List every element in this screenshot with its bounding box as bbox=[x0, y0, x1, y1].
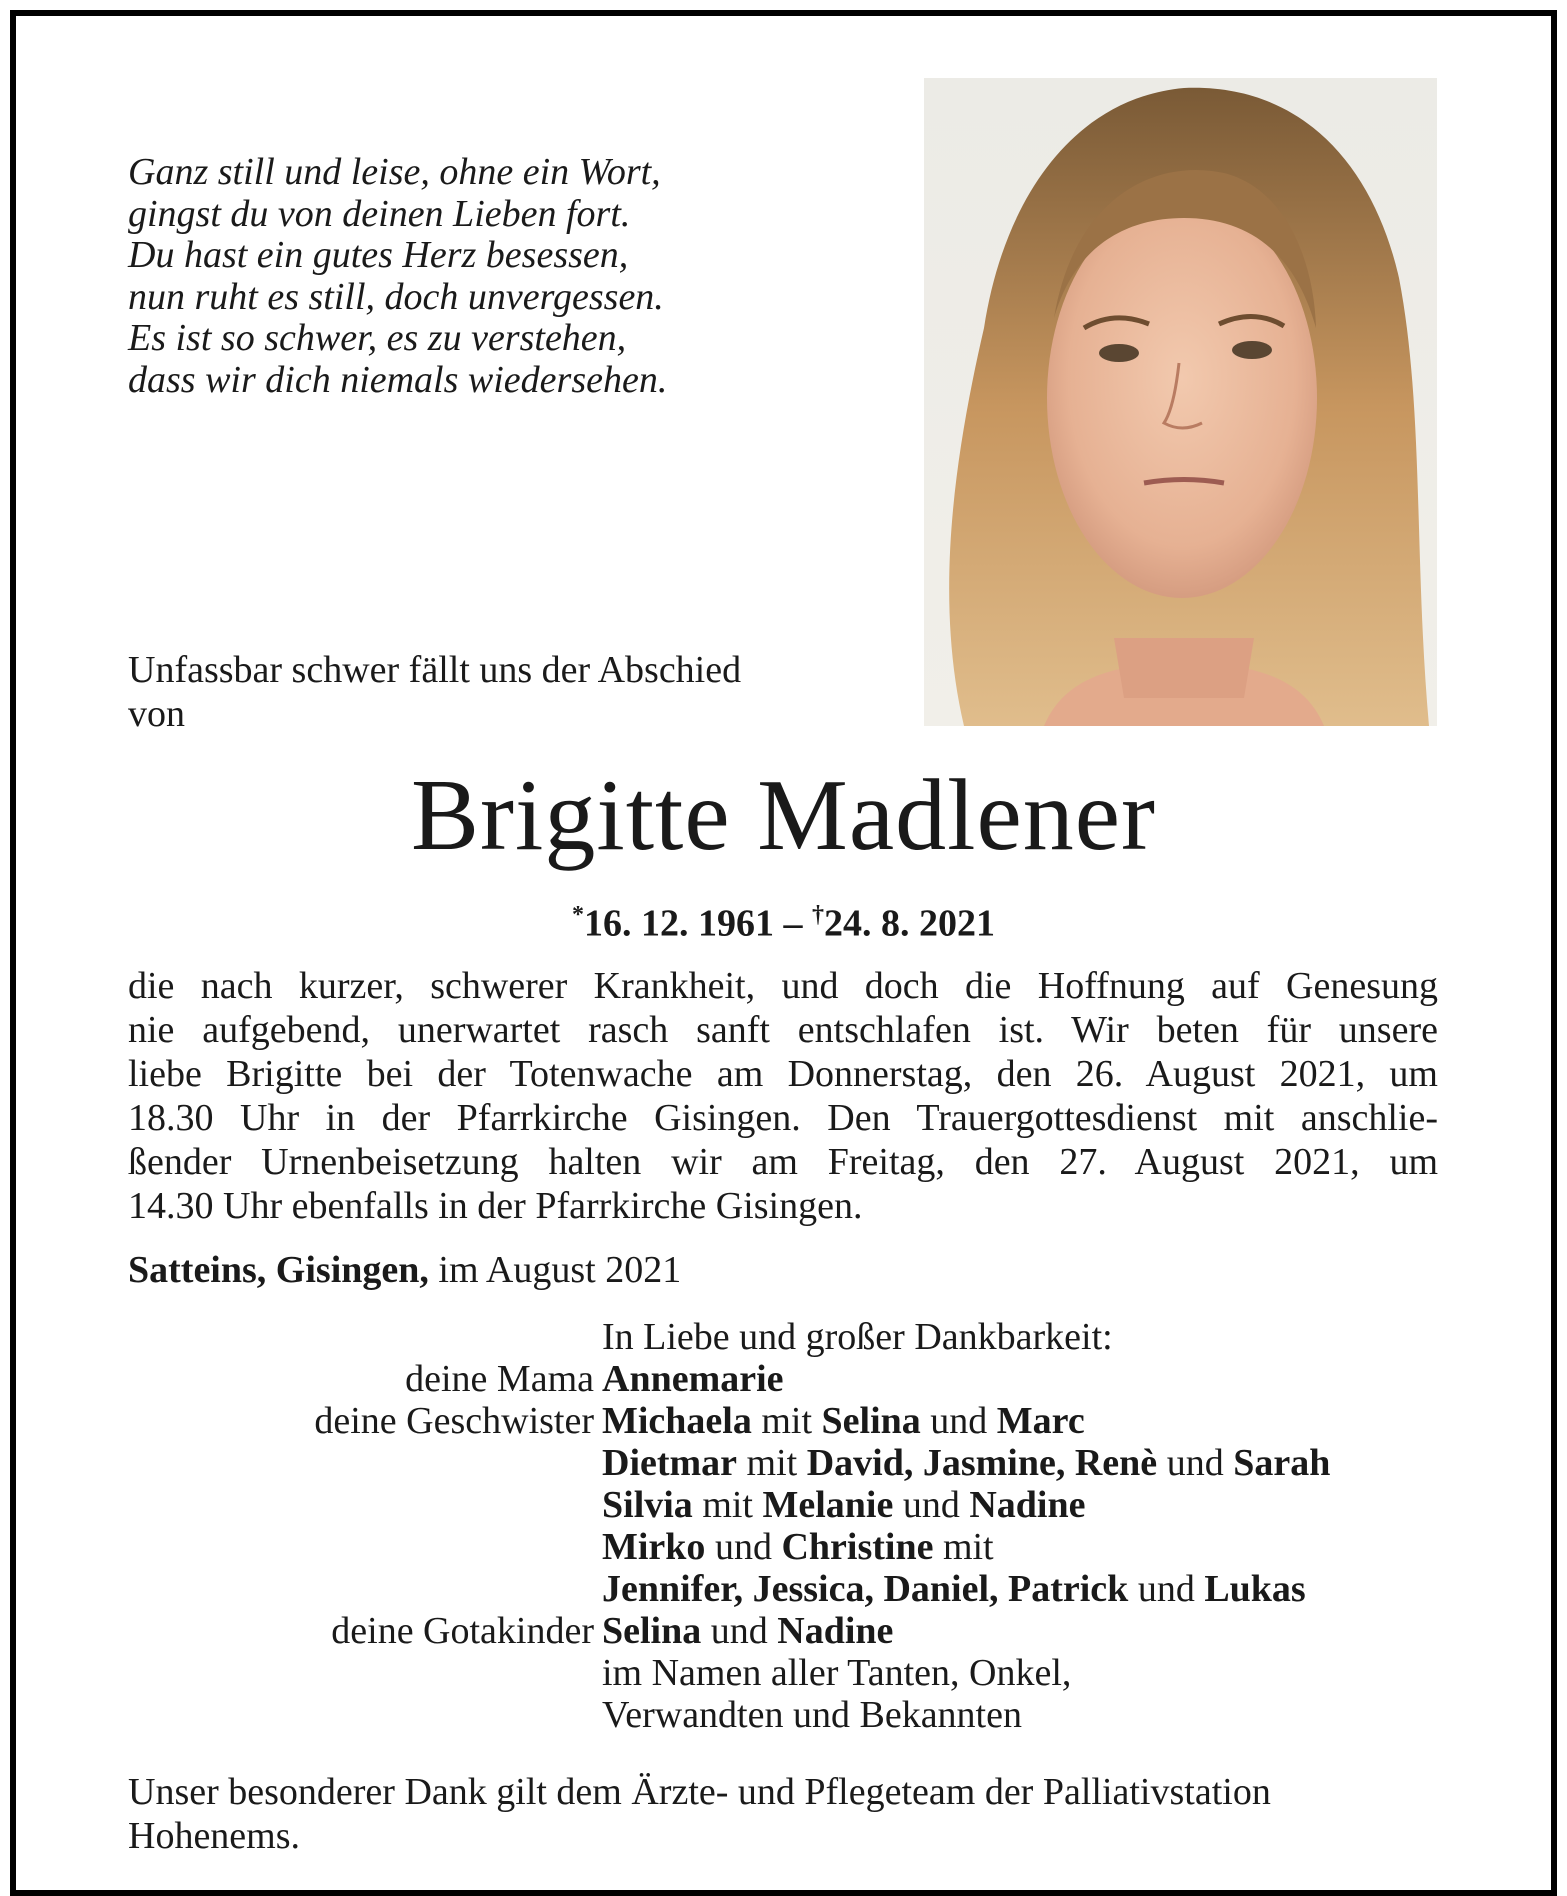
mourner-connector: und bbox=[705, 1526, 782, 1568]
mourner-row-mama bbox=[128, 1358, 1438, 1400]
mourners-heading: In Liebe und großer Dankbarkeit: bbox=[602, 1316, 1113, 1358]
mourners-list bbox=[128, 1316, 1438, 1736]
death-date: 24. 8. 2021 bbox=[824, 902, 995, 945]
mourner-row-others bbox=[128, 1652, 1438, 1694]
mourner-name: Michaela bbox=[602, 1400, 752, 1442]
mourner-name: Silvia bbox=[602, 1484, 693, 1526]
mourner-row-godchildren bbox=[128, 1610, 1438, 1652]
mourner-label: deine Gotakinder bbox=[331, 1610, 594, 1652]
mourner-row bbox=[128, 1484, 1438, 1526]
death-symbol: † bbox=[812, 902, 824, 928]
mourner-connector: und bbox=[1157, 1442, 1234, 1484]
intro-text bbox=[128, 648, 741, 736]
place-date: im August 2021 bbox=[428, 1249, 682, 1291]
mourner-name: Dietmar bbox=[602, 1442, 738, 1484]
intro-line: Unfassbar schwer fällt uns der Abschied bbox=[128, 649, 742, 691]
mourner-name: Annemarie bbox=[602, 1358, 784, 1400]
poem-line: gingst du von deinen Lieben fort. bbox=[128, 192, 631, 235]
thanks-line: Unser besonderer Dank gilt dem Ärzte- und Pflegeteam der Palliativstation bbox=[128, 1771, 1271, 1813]
birth-date: 16. 12. 1961 bbox=[584, 902, 774, 945]
mourner-name: Nadine bbox=[777, 1610, 894, 1652]
paragraph-line: ßender Urnenbeisetzung halten wir am Freitag, den 27. August 2021, um bbox=[128, 1141, 1438, 1183]
mourner-name: Mirko bbox=[602, 1526, 706, 1568]
mourner-row bbox=[128, 1526, 1438, 1568]
paragraph-line: die nach kurzer, schwerer Krankheit, und doch die Hoffnung auf Genesung bbox=[128, 965, 1438, 1007]
mourners-heading-row bbox=[128, 1316, 1438, 1358]
place-date-line bbox=[128, 1248, 681, 1292]
paragraph-line: 14.30 Uhr ebenfalls in der Pfarrkirche Gisingen. bbox=[128, 1185, 863, 1227]
paragraph-line: 18.30 Uhr in der Pfarrkirche Gisingen. Den Trauergottesdienst mit anschlie- bbox=[128, 1097, 1438, 1139]
date-separator: – bbox=[774, 902, 812, 945]
announcement-paragraph bbox=[128, 964, 1438, 1228]
paragraph-line: liebe Brigitte bei der Totenwache am Donnerstag, den 26. August 2021, um bbox=[128, 1053, 1438, 1095]
deceased-name: Brigitte Madlener bbox=[411, 759, 1156, 872]
mourner-name: Selina bbox=[821, 1400, 921, 1442]
mourner-connector: mit bbox=[737, 1442, 807, 1484]
mourner-name: Melanie bbox=[762, 1484, 894, 1526]
poem-line: dass wir dich niemals wiedersehen. bbox=[128, 358, 668, 401]
mourner-connector: mit bbox=[751, 1400, 822, 1442]
mourner-connector: und bbox=[920, 1400, 997, 1442]
life-dates bbox=[0, 892, 1567, 947]
special-thanks bbox=[128, 1770, 1271, 1858]
mourner-connector: und bbox=[893, 1484, 970, 1526]
poem-line: Ganz still und leise, ohne ein Wort, bbox=[128, 151, 661, 193]
mourner-name: Christine bbox=[781, 1526, 934, 1568]
mourner-connector: mit bbox=[933, 1526, 994, 1568]
birth-symbol: * bbox=[572, 902, 584, 928]
paragraph-line: nie aufgebend, unerwartet rasch sanft entschlafen ist. Wir beten für unsere bbox=[128, 1009, 1438, 1051]
poem-line: Es ist so schwer, es zu verstehen, bbox=[128, 317, 627, 359]
intro-line: von bbox=[128, 693, 185, 735]
mourner-row bbox=[128, 1568, 1438, 1610]
mourner-name: Lukas bbox=[1204, 1568, 1306, 1610]
mourner-others: im Namen aller Tanten, Onkel, bbox=[602, 1652, 1072, 1694]
mourner-others: Verwandten und Bekannten bbox=[602, 1694, 1022, 1736]
portrait-photo bbox=[924, 78, 1437, 726]
mourner-label: deine Mama bbox=[405, 1358, 594, 1400]
mourner-label: deine Geschwister bbox=[314, 1400, 594, 1442]
poem-line: nun ruht es still, doch unvergessen. bbox=[128, 275, 664, 318]
mourner-row-siblings bbox=[128, 1400, 1438, 1442]
mourner-row-others bbox=[128, 1694, 1438, 1736]
mourner-connector: mit bbox=[692, 1484, 763, 1526]
mourner-name: Nadine bbox=[969, 1484, 1086, 1526]
mourner-name: Marc bbox=[996, 1400, 1085, 1442]
mourner-name: David, Jasmine, Renè bbox=[806, 1442, 1158, 1484]
thanks-line: Hohenems. bbox=[128, 1815, 301, 1857]
memorial-poem bbox=[128, 152, 667, 401]
mourner-connector: und bbox=[701, 1610, 778, 1652]
mourner-name: Sarah bbox=[1233, 1442, 1331, 1484]
mourner-connector: und bbox=[1128, 1568, 1205, 1610]
mourner-row bbox=[128, 1442, 1438, 1484]
place-names: Satteins, Gisingen, bbox=[128, 1249, 429, 1291]
poem-line: Du hast ein gutes Herz besessen, bbox=[128, 234, 629, 276]
mourner-name: Jennifer, Jessica, Daniel, Patrick bbox=[602, 1568, 1129, 1610]
mourner-name: Selina bbox=[602, 1610, 702, 1652]
